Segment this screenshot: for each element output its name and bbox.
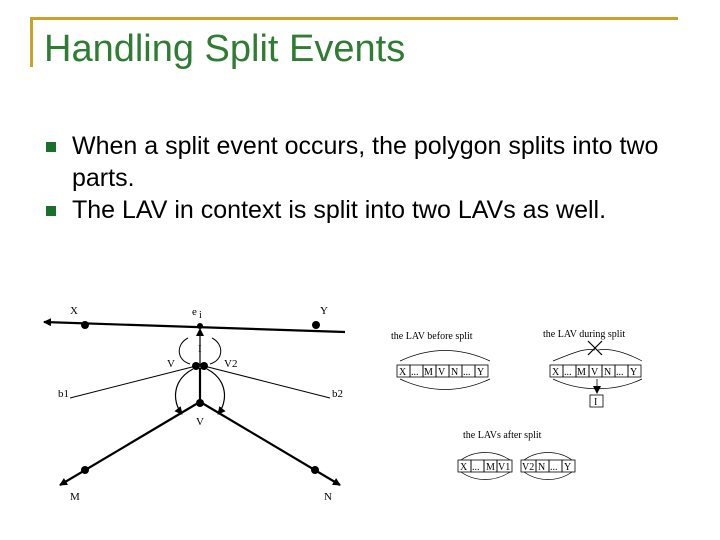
- left-accent-line: [30, 17, 33, 67]
- split-event-diagram: [0, 290, 720, 520]
- label-y: Y: [320, 305, 328, 317]
- lav-cell: M: [486, 462, 495, 473]
- lav-cell: V: [438, 367, 446, 378]
- lav-cell: ...: [564, 367, 572, 378]
- caption-before: the LAV before split: [391, 331, 473, 342]
- vertex-dot: [311, 466, 319, 474]
- lav-cell: X: [552, 367, 560, 378]
- lav-cell: Y: [564, 462, 572, 473]
- lav-cell: ...: [550, 462, 558, 473]
- bullet-list: [44, 130, 684, 226]
- label-x: X: [70, 305, 78, 317]
- lav-cell: V1: [498, 462, 511, 473]
- lav-cell: M: [424, 367, 433, 378]
- top-accent-line: [30, 17, 678, 20]
- square-bullet-icon: [46, 142, 56, 152]
- lav-cell: M: [577, 367, 586, 378]
- bisector-line: [70, 366, 196, 398]
- slide-title: Handling Split Events: [44, 28, 406, 70]
- lav-cell: N: [604, 367, 612, 378]
- square-bullet-icon: [46, 206, 56, 216]
- label-v1: V: [167, 358, 175, 370]
- label-n: N: [324, 491, 332, 503]
- lav-cell: ...: [616, 367, 624, 378]
- lav-cell: ...: [411, 367, 419, 378]
- bullet-text: When a split event occurs, the polygon splits into two parts.: [72, 132, 659, 192]
- label-m: M: [70, 491, 80, 503]
- lav-before-split: [391, 331, 490, 390]
- lav-cell: ...: [472, 462, 480, 473]
- vertex-dot: [81, 321, 89, 329]
- lavs-after-split: [458, 430, 575, 480]
- caption-during: the LAV during split: [543, 329, 626, 340]
- lav-during-split: [543, 329, 642, 408]
- vertex-dot: [197, 323, 203, 329]
- vertex-dot: [192, 362, 200, 370]
- curved-arrow: [210, 338, 221, 364]
- label-e-sub: i: [199, 310, 202, 321]
- label-b1: b1: [58, 388, 69, 400]
- lav-cell: I: [594, 397, 598, 408]
- label-v2: V2: [224, 358, 238, 370]
- bullet-item: [44, 194, 684, 226]
- lav-cell: Y: [630, 367, 638, 378]
- label-v: V: [196, 416, 204, 428]
- lav-cell: X: [399, 367, 407, 378]
- label-i: I: [198, 343, 202, 355]
- bullet-item: [44, 130, 684, 194]
- edge-line: [202, 403, 340, 485]
- lav-cell: N: [538, 462, 546, 473]
- vertex-dot: [200, 362, 208, 370]
- lav-cell: N: [451, 367, 459, 378]
- vertex-dot: [81, 466, 89, 474]
- edge-line: [44, 322, 345, 332]
- polygon-geometry-figure: [44, 305, 345, 503]
- lav-cell: V: [591, 367, 599, 378]
- bisector-line: [204, 366, 330, 398]
- edge-line: [60, 403, 198, 485]
- lav-cell: X: [460, 462, 468, 473]
- bullet-text: The LAV in context is split into two LAVs as well.: [72, 196, 607, 224]
- vertex-dot: [312, 321, 320, 329]
- lav-cell: ...: [463, 367, 471, 378]
- label-b2: b2: [332, 388, 343, 400]
- caption-after: the LAVs after split: [463, 430, 542, 441]
- lav-cell: V2: [522, 462, 535, 473]
- vertex-dot: [196, 399, 204, 407]
- lav-cell: Y: [477, 367, 485, 378]
- curved-arrow: [179, 338, 190, 364]
- label-e: e: [192, 306, 197, 318]
